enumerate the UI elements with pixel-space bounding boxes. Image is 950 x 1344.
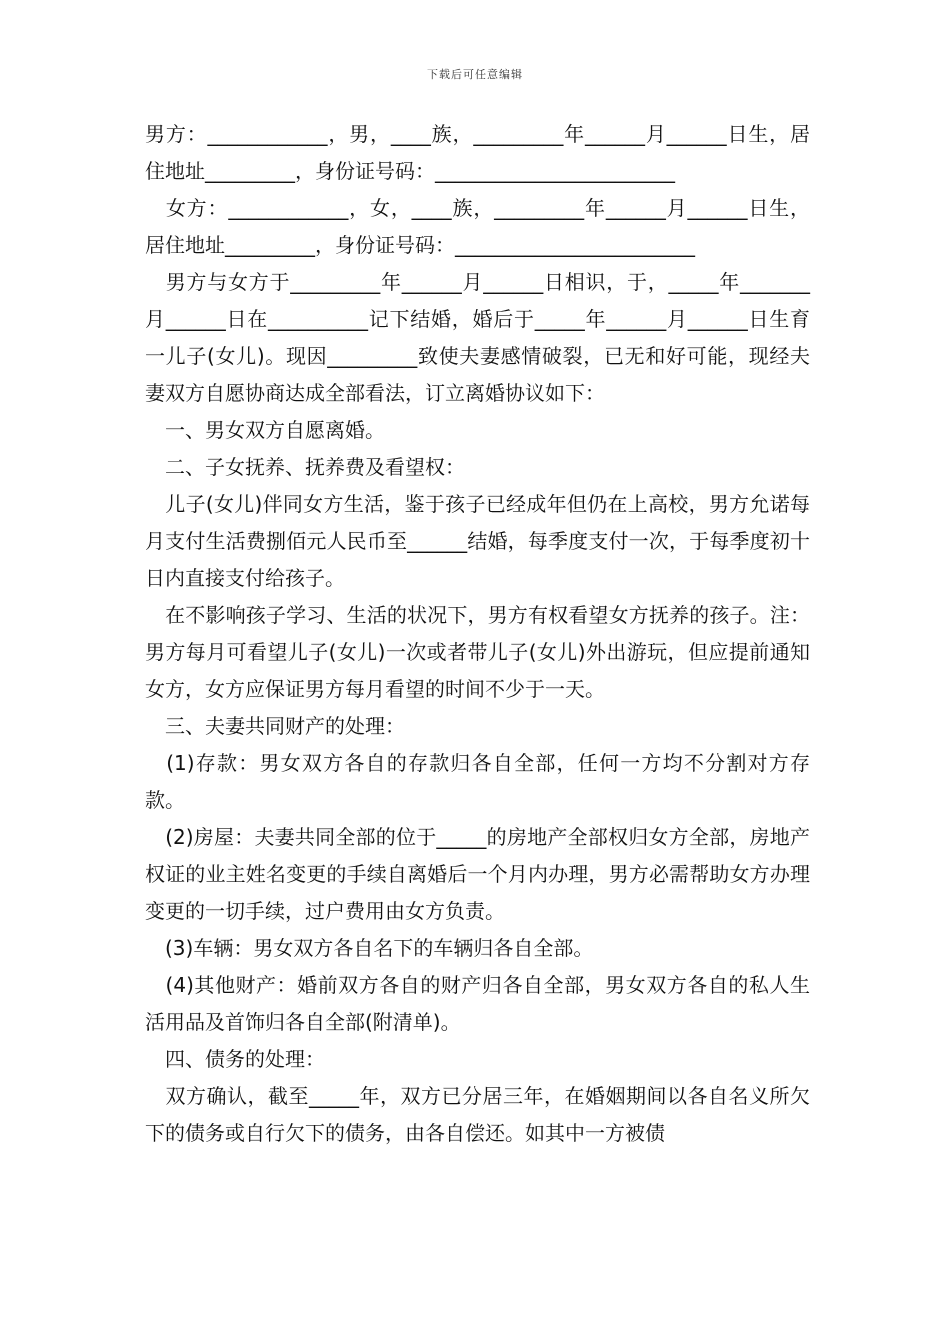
page-header: 下载后可任意编辑 [427,68,523,81]
paragraph-other-property: (4)其他财产：婚前双方各自的财产归各自全部，男女双方各自的私人生活用品及首饰归各自全部(附清单)。 [145,973,810,1034]
paragraph-visitation: 在不影响孩子学习、生活的状况下，男方有权看望女方抚养的孩子。注：男方每月可看望儿子(女儿)一次或者带儿子(女儿)外出游玩，但应提前通知女方，女方应保证男方每月看望的时间不少于一天。 [145,603,810,701]
paragraph-child-living: 儿子(女儿)伴同女方生活，鉴于孩子已经成年但仍在上高校，男方允诺每月支付生活费捌佰元人民币至______结婚，每季度支付一次，于每季度初十日内直接支付给孩子。 [145,492,810,590]
paragraph-female-party: 女方：____________，女，____族，_________年______月______日生，居住地址_________，身份证号码：________________________ [145,196,810,257]
paragraph-vehicles: (3)车辆：男女双方各自名下的车辆归各自全部。 [145,936,594,960]
paragraph-debts: 双方确认，截至_____年，双方已分居三年，在婚姻期间以各自名义所欠下的债务或自行欠下的债务，由各自偿还。如其中一方被债 [145,1084,810,1145]
paragraph-deposits: (1)存款：男女双方各自的存款归各自全部，任何一方均不分割对方存款。 [145,751,810,812]
paragraph-marriage-history: 男方与女方于_________年______月______日相识，于，_____年_______月______日在__________记下结婚，婚后于_____年______月______日生育一儿子(女儿)。现因_________致使夫妻感情破裂，已无和好可能，现经夫妻双方自愿协商达成全部看法，订立离婚协议如下： [145,270,810,405]
section-heading-divorce: 一、男女双方自愿离婚。 [145,418,385,442]
section-heading-debts: 四、债务的处理： [145,1047,325,1071]
section-heading-property: 三、夫妻共同财产的处理： [145,714,405,738]
document-body [145,116,810,1152]
paragraph-house: (2)房屋：夫妻共同全部的位于_____的房地产全部权归女方全部，房地产权证的业主姓名变更的手续自离婚后一个月内办理，男方必需帮助女方办理变更的一切手续，过户费用由女方负责。 [145,825,810,923]
paragraph-male-party: 男方：____________，男，____族，_________年______月______日生，居住地址_________，身份证号码：________________________ [145,122,810,183]
section-heading-child-support: 二、子女抚养、抚养费及看望权： [145,455,465,479]
